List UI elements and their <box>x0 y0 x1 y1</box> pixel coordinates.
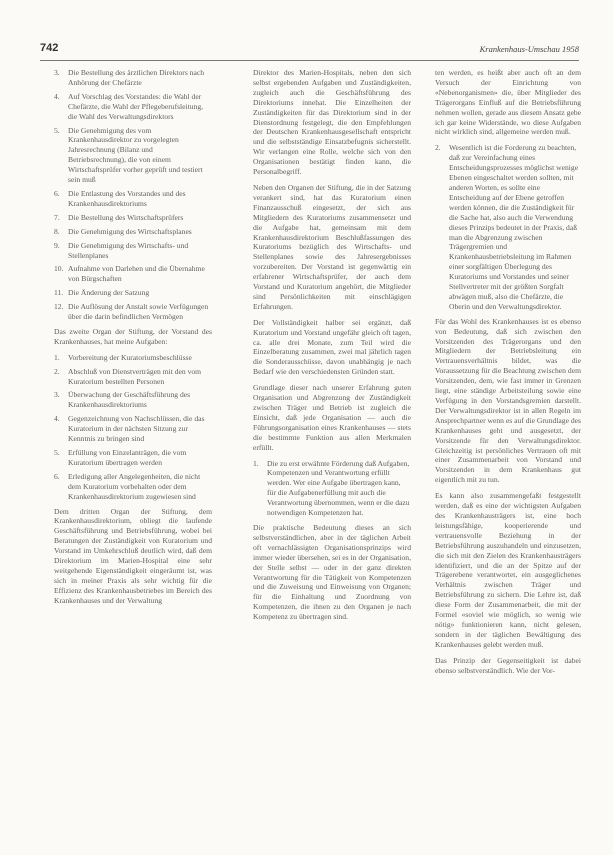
list-item: 9. Die Genehmigung des Wirtschafts- und Stellenplanes <box>54 240 189 260</box>
text-column-2 <box>253 68 411 628</box>
list-item: 2. Abschluß von Dienstverträgen mit den vom Kuratorium bestellten Personen <box>54 366 202 386</box>
list-item: 3. Überwachung der Geschäftsführung des Krankenhausdirektoriums <box>54 390 191 410</box>
list-item: 6. Die Entlastung des Vorstandes und des Krankenhausdirektoriums <box>54 188 186 208</box>
list-item: 8. Die Genehmigung des Wirtschaftsplanes <box>54 226 192 236</box>
list-item: 1. Vorbereitung der Kuratoriumsbeschlüsse <box>54 352 192 362</box>
paragraph: Neben den Organen der Stiftung, die in der Satzung verankert sind, hat das Kuratorium einen Finanzausschuß eingesetzt, der sich aus Mitgliedern des Kuratoriums zusammensetzt und die Aufgabe hat, gemeinsam mit dem Krankenhausdirektorium Beschlußfassungen des Kuratoriums bezüglich des Wirtschafts- und Stellenplanes sowie des Jahresergebnisses vorzubereiten. Der Vorstand ist gegenwärtig ein erfahrener Wirtschaftsprüfer, der auch dem Vorstand und Kuratorium angehört, die Mitglieder sind Persönlichkeiten mit einschlägigen Erfahrungen. <box>253 182 411 311</box>
responsibility-list-1 <box>54 68 212 322</box>
list-item: 11. Die Änderung der Satzung <box>54 288 150 298</box>
page-header <box>40 42 579 61</box>
list-item: 1. Die zu erst erwähnte Förderung daß Aufgaben, Kompetenzen und Verantwortung erfüllt werden. Wer eine Aufgabe übertragen kann, für die Aufgabenerfüllung mit auch die Verantwortung übernommen, wenn er die dazu notwendigen Kompetenzen hat. <box>253 458 410 518</box>
paragraph: Für das Wohl des Krankenhauses ist es ebenso von Bedeutung, daß sich zwischen den Vorsitzenden des Trägerorgans und den Mitgliedern der Betriebsleitung ein Vertrauensverhältnis bildet, was die Voraussetzung für die Beachtung zwischen dem Vorsitzenden, dem, wie fast immer in Grenzen liegt, eine ständige Arbeitsteilung sowie eine Verfügung in den Vorstandsgremien darstellt. Der Verwaltungsdirektor ist in allen Regeln im Ansprechpartner wenn es auf die Grundlage des Krankenhauses geht und ausgesetzt, der Vorsitzende für den Verwaltungsdirektor. Gleichzeitig ist persönliches Vertrauen oft mit einer Zusammenarbeit von Vorstand und Vorsitzenden in dem Krankenhaus gut eigentlich mit zu tun. <box>435 316 581 485</box>
paragraph: Die praktische Bedeutung dieses an sich selbstverständlichen, aber in der täglichen Arbeit oft vernachlässigten Organisationsprinzips wird immer wieder übersehen, sei es in der Organisation, der Stelle selbst — oder in der ganz direkten Verantwortung für die Tätigkeit von Kompetenzen und die Zuweisung und Einweisung von Organen; für die Einhaltung und Zuordnung von Kompetenzen, die ihnen zu den Organen je nach Kompetenz zu übertragen sind. <box>253 522 411 622</box>
responsibility-list-2 <box>54 353 212 502</box>
text-column-3 <box>435 68 581 681</box>
paragraph: Grundlage dieser nach unserer Erfahrung guten Organisation und Abgrenzung der Zuständigkeit zwischen Träger und Betrieb ist zugleich die Einsicht, daß jede Organisation — auch die Führungsorganisation eines Krankenhauses — stets die bestimmte Funktion aus allen Merkmalen erfüllt. <box>253 383 411 452</box>
list-item: 6. Erledigung aller Angelegenheiten, die nicht dem Kuratorium vorbehalten oder dem Krankenhausdirektorium zugewiesen sind <box>54 471 201 501</box>
list-item: 3. Die Bestellung des ärztlichen Direktors nach Anhörung der Chefärzte <box>54 68 205 87</box>
paragraph: Das zweite Organ der Stiftung, der Vorstand des Krankenhauses, hat meine Aufgaben: <box>54 326 212 346</box>
paragraph: ten werden, es heißt aber auch oft an dem Versuch der Einrichtung von «Nebenorganismen» die, über Mitglieder des Trägerorgans Einfluß auf die Betriebsführung nehmen wollen, gerade aus diesem Ansatz gebe ich gar keine Widerstände, wo diese Aufgaben nicht wirklich sind, allgemeine werden muß. <box>435 68 581 137</box>
journal-title: Krankenhaus-Umschau 1958 <box>479 44 579 54</box>
list-item: 4. Gegenzeichnung von Nachschlüssen, die das Kuratorium in der nächsten Sitzung zur Kenntnis zu bringen sind <box>54 414 205 444</box>
list-item: 12. Die Auflösung der Anstalt sowie Verfügungen über die darin befindlichen Vermögen <box>54 302 209 322</box>
principle-list <box>253 459 411 518</box>
list-item: 5. Die Genehmigung des vom Krankenhausdirektor zu vorgelegten Jahresrechnung (Bilanz und Betriebsrechnung), die von einem Wirtschaftsprüfer vorher geprüft und testiert sein muß <box>54 125 203 185</box>
list-item: 7. Die Bestellung des Wirtschaftsprüfers <box>54 212 184 222</box>
principle-list-2 <box>435 143 581 311</box>
page-number: 742 <box>40 42 59 54</box>
list-item: 5. Erfüllung von Einzelanträgen, die vom Kuratorium übertragen werden <box>54 448 187 467</box>
list-item: 10. Aufnahme von Darlehen und die Übernahme von Bürgschaften <box>54 264 205 284</box>
paragraph: Es kann also zusammengefaßt festgestellt werden, daß es eine der wichtigsten Aufgaben des Krankenhausträgers ist, eine hoch leistungsfähige, kooperierende und vertrauensvolle Beziehung in der Betriebsführung auszuhandeln und einzusetzen, die sich mit den Zielen des Krankenhausträgers identifiziert, und die an der Spitze auf der Trägerebene verantwortet, ein ausgeglichenes Verhältnis zwischen Träger und Betriebsführung zu sichern. Die Lehre ist, daß diese Form der Zusammenarbeit, die mit der Formel «soviel wie möglich, so wenig wie nötig» funktionieren kann, nicht gelesen, sondern in der täglichen Bewältigung des Krankenhauses gelebt werden muß. <box>435 491 581 649</box>
list-item: 2. Wesentlich ist die Forderung zu beachten, daß zur Vereinfachung eines Entscheidungsprozesses möglichst wenige Ebenen eingeschaltet werden sollten, mit anderen Worten, es sollte eine Entscheidung auf der Ebene getroffen werden können, die die Zuständigkeit für die Sache hat, also auch die Verwendung dieses Prinzips bedeutet in der Praxis, daß man die Abgrenzung zwischen Trägergremien und Krankenhausbetriebsleitung im Rahmen einer sorgfältigen Überlegung des Kuratoriums und Vorstandes und seiner Stellvertreter mit der größten Sorgfalt abwägen muß, also die Chefärzte, die Oberin und den Verwaltungsdirektor. <box>435 143 579 311</box>
text-column-1 <box>54 68 212 612</box>
list-item: 4. Auf Vorschlag des Vorstandes: die Wahl der Chefärzte, die Wahl der Pflegeberufsleitung, die Wahl des Verwaltungsdirektors <box>54 91 204 121</box>
paragraph: Das Prinzip der Gegenseitigkeit ist dabei ebenso selbstverständlich. Wie der Vor- <box>435 655 581 675</box>
paragraph: Dem dritten Organ der Stiftung, dem Krankenhausdirektorium, obliegt die laufende Geschäftsführung und Betriebsführung, wobei bei Beratungen der Zuständigkeit von Kuratorium und Vorstand im Umkehrschluß deutlich wird, daß dem Direktorium im Marien-Hospital eine sehr weitgehende Eigenständigkeit eingeräumt ist, was sich in meiner Praxis als sehr wichtig für die Effizienz des Krankenhausbetriebes im Bereich des Krankenhauses und der Verwaltung <box>54 506 212 605</box>
paragraph: Direktor des Marien-Hospitals, neben den sich selbst ergebenden Aufgaben und Zuständigkeiten, zugleich auch die Geschäftsführung des Direktoriums innehat. Die Einzelheiten der Zuständigkeiten für das Direktorium sind in der Dienstordnung festgelegt, die den Empfehlungen der Deutschen Krankenhausgesellschaft entspricht und die selbstständige Einsatzbefugnis sicherstellt. Wir verlangen eine Rolle, welche sich von den Organisationen bestätigt finden kann, die Personalbegriff. <box>253 68 411 177</box>
paragraph: Der Vollständigkeit halber sei ergänzt, daß Kuratorium und Vorstand ungefähr gleich oft tagen, ca. alle drei Monate, zum Teil wird die Einzelberatung zusammen, zwei mal jährlich tagen die Sonderausschüsse, davon unabhängig je nach Bedarf wie den verschiedensten Gründen statt. <box>253 317 411 377</box>
